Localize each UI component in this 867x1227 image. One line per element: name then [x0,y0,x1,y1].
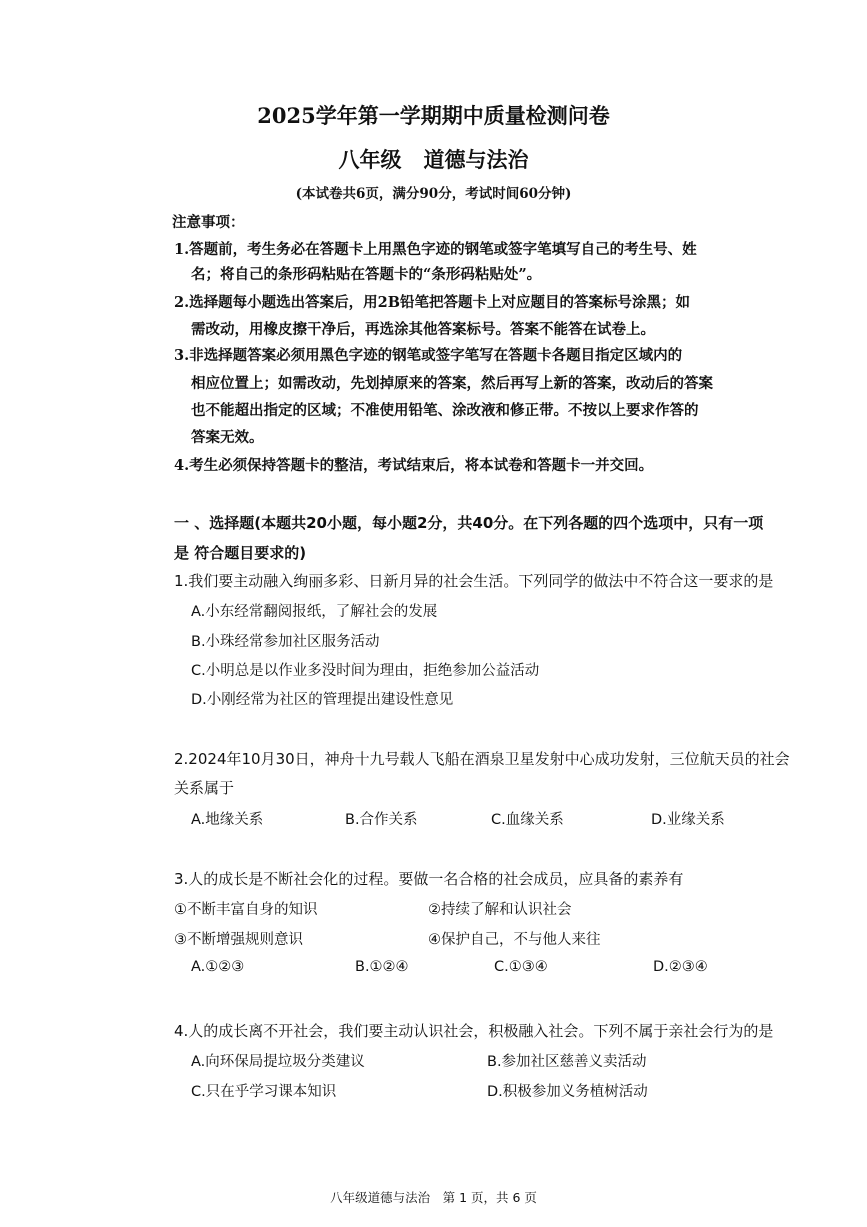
option-c: C.①③④ [494,959,548,975]
option-a: A.小东经常翻阅报纸，了解社会的发展 [191,604,438,620]
option-c: C.小明总是以作业多没时间为理由，拒绝参加公益活动 [191,663,540,679]
option-a: A.①②③ [191,959,245,975]
option-d: D.业缘关系 [651,812,725,828]
page-footer: 八年级道德与法治 第 1 页，共 6 页 [330,1190,537,1205]
option-b: B.参加社区慈善义卖活动 [487,1054,647,1070]
option-a: A.地缘关系 [191,812,264,828]
statement-item: ④保护自己，不与他人来往 [428,932,601,948]
note-line: 3.非选择题答案必须用黑色字迹的钢笔或签字笔写在答题卡各题目指定区域内的 [174,347,683,364]
exam-info: (本试卷共6页，满分90分，考试时间60分钟) [295,186,572,202]
question-stem: 1.我们要主动融入绚丽多彩、日新月异的社会生活。下列同学的做法中不符合这一要求的是 [174,572,774,590]
option-d: D.②③④ [653,959,708,975]
note-line: 需改动，用橡皮擦干净后，再选涂其他答案标号。答案不能答在试卷上。 [191,321,655,338]
option-c: C.只在乎学习课本知识 [191,1084,337,1100]
grade-subject-line [0,144,867,174]
note-line: 1.答题前，考生务必在答题卡上用黑色字迹的钢笔或签字笔填写自己的考生号、姓 [174,241,697,258]
option-d: D.积极参加义务植树活动 [487,1084,648,1100]
option-a: A.向环保局提垃圾分类建议 [191,1054,365,1070]
note-line: 答案无效。 [191,429,264,446]
option-b: B.合作关系 [345,812,418,828]
statement-item: ②持续了解和认识社会 [428,902,572,918]
section-heading-cont: 是 符合题目要求的) [174,544,307,562]
option-d: D.小刚经常为社区的管理提出建设性意见 [191,692,454,708]
grade-label: 八年级 [338,147,402,172]
statement-item: ③不断增强规则意识 [174,932,303,948]
option-c: C.血缘关系 [491,812,564,828]
note-line: 4.考生必须保持答题卡的整洁，考试结束后，将本试卷和答题卡一并交回。 [174,457,654,474]
exam-title: 2025学年第一学期期中质量检测问卷 [257,103,610,128]
option-b: B.小珠经常参加社区服务活动 [191,634,380,650]
statement-item: ①不断丰富自身的知识 [174,902,318,918]
section-heading: 一 、选择题(本题共20小题，每小题2分，共40分。在下列各题的四个选项中，只有一项 [174,514,764,532]
note-line: 相应位置上；如需改动，先划掉原来的答案，然后再写上新的答案，改动后的答案 [191,375,713,392]
question-stem: 4.人的成长离不开社会，我们要主动认识社会，积极融入社会。下列不属于亲社会行为的是 [174,1022,774,1040]
question-stem: 3.人的成长是不断社会化的过程。要做一名合格的社会成员，应具备的素养有 [174,870,684,888]
question-stem: 2.2024年10月30日，神舟十九号载人飞船在酒泉卫星发射中心成功发射，三位航天员的社会 [174,750,790,768]
note-line: 名；将自己的条形码粘贴在答题卡的“条形码粘贴处”。 [191,266,542,283]
note-line: 2.选择题每小题选出答案后，用2B铅笔把答题卡上对应题目的答案标号涂黑；如 [174,294,690,311]
notes-title: 注意事项： [172,214,245,231]
question-stem-cont: 关系属于 [174,779,235,797]
note-line: 也不能超出指定的区域；不准使用铅笔、涂改液和修正带。不按以上要求作答的 [191,402,699,419]
subject-label: 道德与法治 [423,147,529,172]
option-b: B.①②④ [355,959,409,975]
